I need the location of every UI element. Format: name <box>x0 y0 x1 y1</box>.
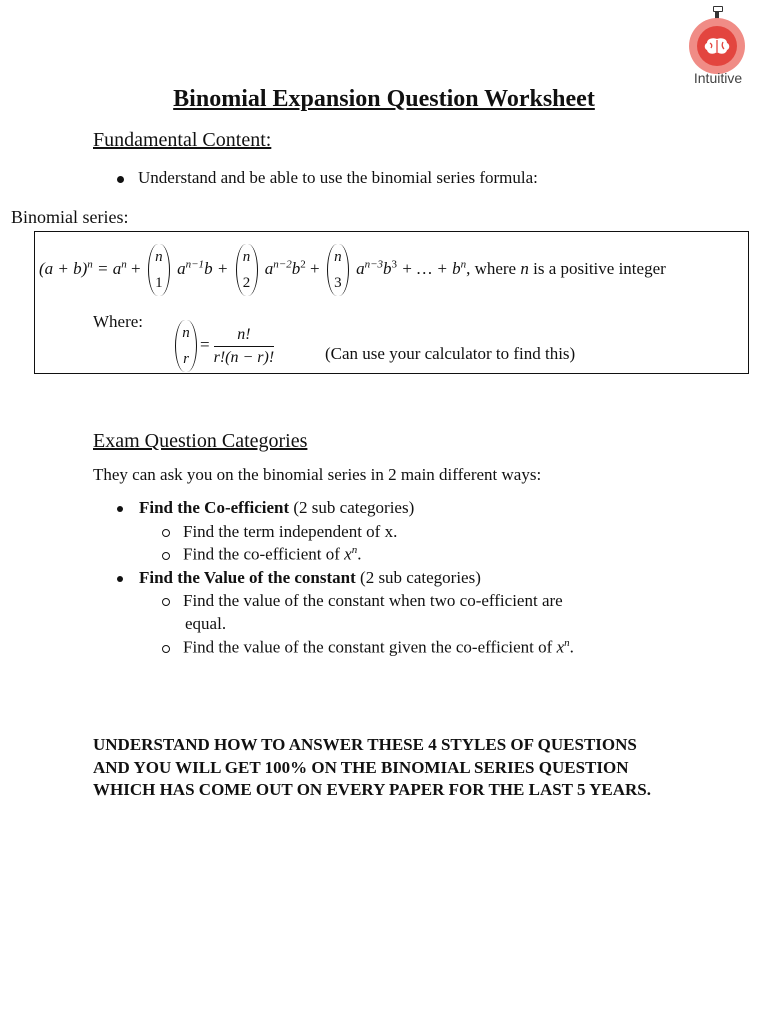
binomial-coefficient-nr: n r <box>175 320 197 372</box>
formula-condition: , where n is a positive integer <box>466 258 666 278</box>
formula-lhs: $(a + b)^n$ <box>39 258 93 278</box>
subcategory-equal-coefficients: Find the value of the constant when two co-efficient are <box>162 591 563 611</box>
binomial-coefficient-3: n 3 <box>327 244 349 296</box>
subcategory-equal-coefficients-cont: equal. <box>185 614 227 633</box>
formula-box <box>34 231 749 374</box>
category-coefficient: Find the Co-efficient (2 sub categories) <box>117 498 414 518</box>
bullet-icon <box>117 506 123 512</box>
exam-categories-heading: Exam Question Categories <box>93 430 308 452</box>
fundamental-bullet <box>117 168 538 188</box>
formula-term-3: $a^{n-3}b^3$ <box>356 258 398 278</box>
important-notice: UNDERSTAND HOW TO ANSWER THESE 4 STYLES OF QUESTIONS AND YOU WILL GET 100% ON THE BINOMIAL SERIES QUESTION WHICH HAS COME OUT ON EVERY PAPER FOR THE LAST 5 YEARS. <box>93 735 651 799</box>
bullet-icon <box>117 576 123 582</box>
fundamental-heading: Fundamental Content: <box>93 129 272 151</box>
circle-bullet-icon <box>162 598 170 606</box>
subcategory-coefficient-xn: Find the co-efficient of $x^n$. <box>162 544 361 565</box>
calculator-note: (Can use your calculator to find this) <box>325 344 576 363</box>
binomial-formula <box>39 244 666 296</box>
nCr-fraction: $\frac{n!}{r!(n - r)!}$ <box>213 325 275 366</box>
subcategory-term-independent: Find the term independent of x. <box>162 522 397 542</box>
circle-bullet-icon <box>162 529 170 537</box>
binomial-series-label: Binomial series: <box>11 207 129 227</box>
formula-term-2: $a^{n-2}b^2$ + <box>264 258 320 278</box>
brain-icon <box>704 37 730 55</box>
nCr-definition: n r = $\frac{n!}{r!(n - r)!}$ <box>172 320 274 372</box>
bullet-icon <box>117 176 124 183</box>
intuitive-logo <box>688 6 748 88</box>
exam-intro: They can ask you on the binomial series in 2 main different ways: <box>93 465 542 484</box>
binomial-coefficient-2: n 2 <box>236 244 258 296</box>
logo-brand-text: Intuitive <box>693 70 743 86</box>
category-value-constant: Find the Value of the constant (2 sub categories) <box>117 568 481 588</box>
where-label: Where: <box>93 312 144 331</box>
formula-tail: + … + $b^n$ <box>401 258 467 278</box>
subcategory-given-coefficient: Find the value of the constant given the co-efficient of $x^n$. <box>162 637 574 658</box>
formula-an: = $a^n$ + <box>97 258 141 278</box>
binomial-coefficient-1: n 1 <box>148 244 170 296</box>
formula-term-1: $a^{n-1}b$ + <box>177 258 229 278</box>
fundamental-bullet-text: Understand and be able to use the binomial series formula: <box>138 168 538 187</box>
page-title: Binomial Expansion Question Worksheet <box>173 86 595 112</box>
circle-bullet-icon <box>162 645 170 653</box>
circle-bullet-icon <box>162 552 170 560</box>
